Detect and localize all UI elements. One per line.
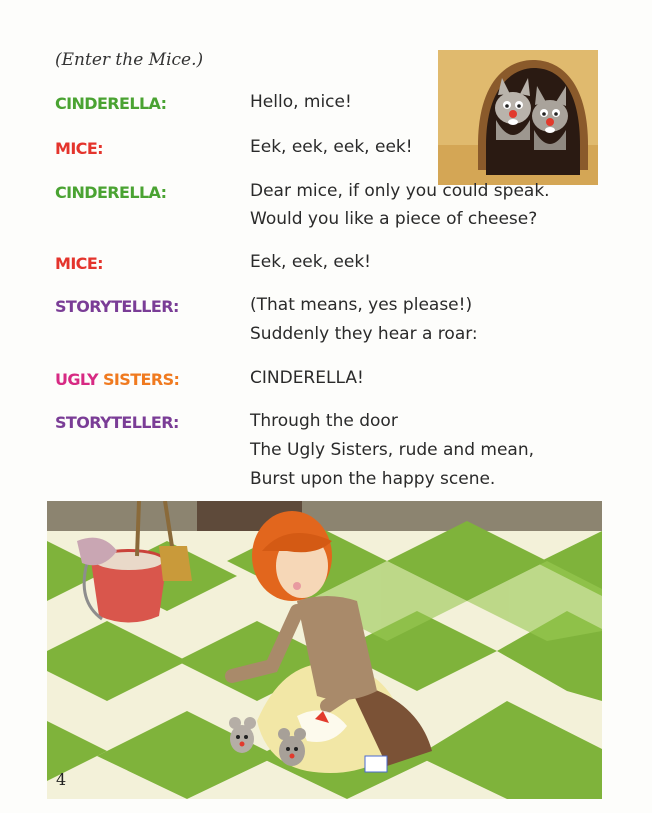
dialogue-line: Eek, eek, eek, eek! — [250, 137, 413, 157]
stage-direction: (Enter the Mice.) — [55, 50, 204, 70]
page-number: 4 — [56, 770, 67, 789]
dialogue-line: Suddenly they hear a roar: — [250, 324, 478, 344]
speaker-cinderella: CINDERELLA: — [55, 94, 167, 113]
dialogue-line: Burst upon the happy scene. — [250, 469, 496, 489]
speaker-sisters-word: SISTERS: — [103, 370, 180, 389]
speaker-storyteller: STORYTELLER: — [55, 413, 179, 432]
speaker-cinderella: CINDERELLA: — [55, 183, 167, 202]
dialogue-line: Hello, mice! — [250, 92, 352, 112]
kitchen-scene-illustration — [47, 501, 602, 799]
speaker-mice: MICE: — [55, 254, 103, 273]
speaker-mice: MICE: — [55, 139, 103, 158]
speaker-storyteller: STORYTELLER: — [55, 297, 179, 316]
dialogue-line: Eek, eek, eek! — [250, 252, 372, 272]
mouse-hole-illustration — [438, 50, 598, 185]
dialogue-line: CINDERELLA! — [250, 368, 364, 388]
dialogue-line: Dear mice, if only you could speak. — [250, 181, 550, 201]
dialogue-line: Through the door — [250, 411, 398, 431]
dialogue-line: (That means, yes please!) — [250, 295, 473, 315]
dialogue-line: Would you like a piece of cheese? — [250, 209, 538, 229]
dialogue-line: The Ugly Sisters, rude and mean, — [250, 440, 535, 460]
speaker-ugly-sisters — [55, 370, 179, 389]
speaker-ugly-word: UGLY — [55, 370, 99, 389]
